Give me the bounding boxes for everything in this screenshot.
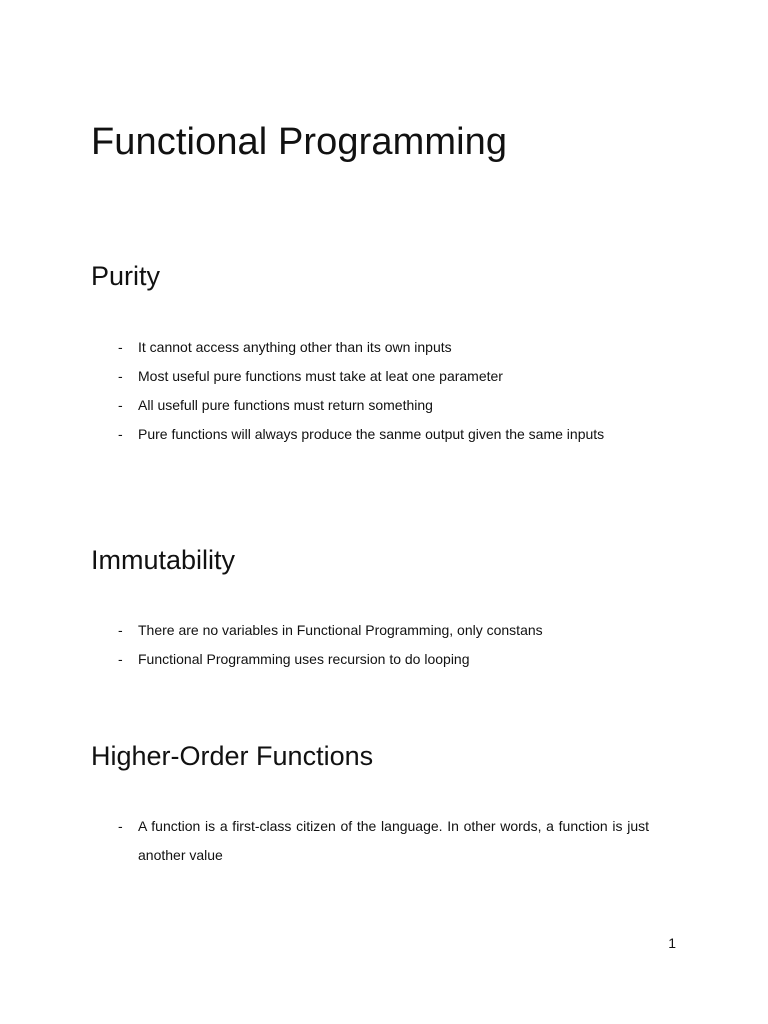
section-heading-purity: Purity	[91, 261, 161, 291]
list-item-text: A function is a first-class citizen of the language. In other words, a function is just another value	[138, 818, 649, 863]
page-number: 1	[668, 935, 676, 951]
list-item	[118, 616, 649, 645]
list-item	[118, 645, 649, 674]
list-item-text: Pure functions will always produce the sanme output given the same inputs	[138, 426, 605, 442]
bullet-dash: -	[118, 397, 123, 413]
bullet-dash: -	[118, 622, 123, 638]
list-item	[118, 420, 649, 449]
bullet-dash: -	[118, 818, 123, 834]
list-item	[118, 391, 649, 420]
list-item-text: Most useful pure functions must take at leat one parameter	[138, 368, 503, 384]
higher-order-functions-list	[118, 812, 649, 870]
list-item	[118, 812, 649, 870]
section-heading-immutability: Immutability	[91, 545, 236, 575]
bullet-dash: -	[118, 426, 123, 442]
list-item-text: All usefull pure functions must return something	[138, 397, 433, 413]
immutability-list	[118, 616, 649, 674]
page-title: Functional Programming	[91, 121, 508, 163]
bullet-dash: -	[118, 339, 123, 355]
section-heading-higher-order-functions: Higher-Order Functions	[91, 741, 374, 771]
bullet-dash: -	[118, 368, 123, 384]
list-item	[118, 333, 649, 362]
list-item	[118, 362, 649, 391]
list-item-text: There are no variables in Functional Programming, only constans	[138, 622, 543, 638]
purity-list	[118, 333, 649, 449]
list-item-text: Functional Programming uses recursion to do looping	[138, 651, 470, 667]
list-item-text: It cannot access anything other than its own inputs	[138, 339, 452, 355]
bullet-dash: -	[118, 651, 123, 667]
